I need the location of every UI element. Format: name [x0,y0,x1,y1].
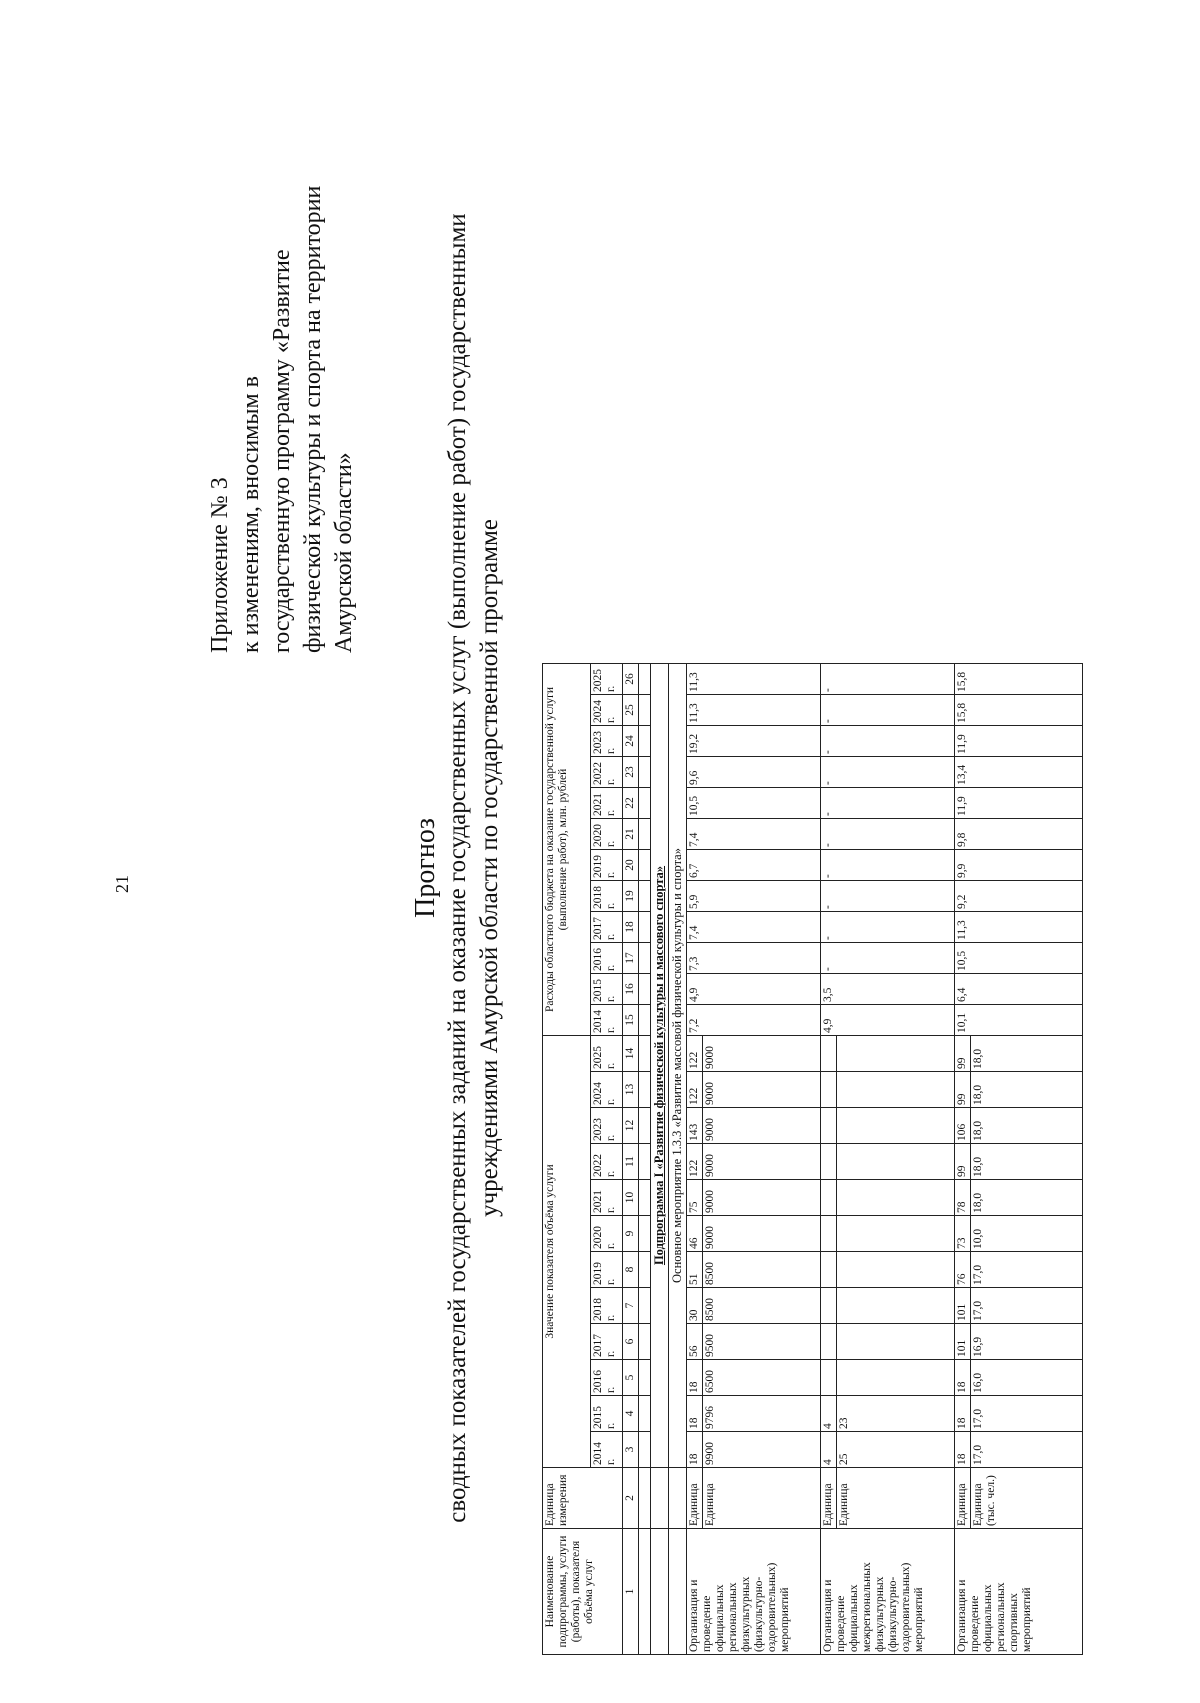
header-unit: Единица измерения [543,1468,623,1529]
empty-cell [639,850,651,881]
header-year: 2021 г. [591,788,623,819]
expense-value: 15,8 [955,695,1083,726]
expense-value: - [821,881,955,912]
volume-value: 99 [955,1144,971,1180]
header-year: 2016 г. [591,943,623,974]
volume-value: 16,0 [971,1360,1083,1396]
volume-value: 17,0 [971,1432,1083,1468]
volume-value: 56 [687,1324,703,1360]
table-row [651,664,669,1655]
column-number: 8 [623,1252,639,1288]
volume-value [837,1288,955,1324]
header-year: 2025 г. [591,1036,623,1072]
header-year: 2014 г. [591,1005,623,1036]
volume-value [837,1252,955,1288]
table-row [543,664,591,1655]
header-year: 2014 г. [591,1432,623,1468]
volume-value: 78 [955,1180,971,1216]
service-name: Организация и проведение официальных региональных физкультурных (физкультурно-оздоровительных) мероприятий [687,1529,821,1655]
volume-value: 51 [687,1252,703,1288]
expense-value: 3,5 [821,974,955,1005]
expense-value: 7,3 [687,943,821,974]
header-year: 2022 г. [591,1144,623,1180]
volume-value [821,1108,837,1144]
expense-value: - [821,819,955,850]
table-row [639,664,651,1655]
column-number: 24 [623,726,639,757]
empty-cell [639,1216,651,1252]
column-number: 16 [623,974,639,1005]
header-year: 2015 г. [591,1396,623,1432]
column-number: 26 [623,664,639,695]
column-number: 23 [623,757,639,788]
empty-cell [639,881,651,912]
volume-value [837,1072,955,1108]
volume-value [837,1144,955,1180]
header-year: 2017 г. [591,1324,623,1360]
expense-value: - [821,850,955,881]
volume-value: 18,0 [971,1144,1083,1180]
volume-value: 9796 [703,1396,821,1432]
header-year: 2019 г. [591,1252,623,1288]
appendix-note [205,33,360,653]
volume-value: 143 [687,1108,703,1144]
unit-cell: Единица [687,1468,703,1529]
header-year: 2023 г. [591,1108,623,1144]
volume-value: 18 [687,1360,703,1396]
empty-cell [639,1432,651,1468]
column-number: 4 [623,1396,639,1432]
empty-cell [639,1252,651,1288]
forecast-table [542,663,1083,1655]
volume-value [821,1324,837,1360]
table-row [821,664,837,1655]
volume-value: 17,0 [971,1288,1083,1324]
volume-value: 18 [955,1396,971,1432]
header-year: 2021 г. [591,1180,623,1216]
column-number: 11 [623,1144,639,1180]
expense-value: - [821,695,955,726]
column-number: 1 [623,1529,639,1655]
section-title: Подпрограмма I «Развитие физической культуры и массового спорта» [651,664,669,1468]
column-number: 3 [623,1432,639,1468]
volume-value: 23 [837,1396,955,1432]
header-year: 2022 г. [591,757,623,788]
volume-value: 25 [837,1432,955,1468]
expense-value: 7,2 [687,1005,821,1036]
empty-cell [639,695,651,726]
empty-cell [639,1288,651,1324]
unit-cell: Единица (тыс. чел.) [971,1468,1083,1529]
volume-value: 76 [955,1252,971,1288]
header-year: 2018 г. [591,881,623,912]
header-year: 2023 г. [591,726,623,757]
volume-value: 122 [687,1072,703,1108]
header-expense-group: Расходы областного бюджета на оказание государственной услуги (выполнение работ), млн. рублей [543,664,591,1036]
expense-value: 9,9 [955,850,1083,881]
volume-value: 9000 [703,1180,821,1216]
expense-value: 15,8 [955,664,1083,695]
volume-value: 9500 [703,1324,821,1360]
volume-value [821,1360,837,1396]
volume-value: 122 [687,1036,703,1072]
empty-cell [639,1072,651,1108]
volume-value: 6500 [703,1360,821,1396]
expense-value: - [821,912,955,943]
expense-value: 9,2 [955,881,1083,912]
title-line: учреждениями Амурской области по государственной программе [476,519,503,1217]
unit-cell: Единица [703,1468,821,1529]
volume-value: 18 [955,1360,971,1396]
expense-value: 7,4 [687,912,821,943]
volume-value [837,1216,955,1252]
volume-value [821,1180,837,1216]
header-year: 2020 г. [591,819,623,850]
expense-value: 11,3 [687,664,821,695]
column-number: 25 [623,695,639,726]
header-volume-group: Значение показателя объёма услуги [543,1036,591,1468]
volume-value: 9000 [703,1216,821,1252]
appendix-line: физической культуры и спорта на территории [300,185,326,653]
expense-value: 11,9 [955,788,1083,819]
volume-value: 18 [687,1432,703,1468]
empty-cell [639,912,651,943]
volume-value: 16,9 [971,1324,1083,1360]
volume-value: 18,0 [971,1108,1083,1144]
volume-value [821,1036,837,1072]
volume-value [837,1180,955,1216]
column-number: 17 [623,943,639,974]
volume-value: 18,0 [971,1072,1083,1108]
empty-cell [639,819,651,850]
header-year: 2024 г. [591,695,623,726]
volume-value [837,1360,955,1396]
document-title [410,113,506,1623]
expense-value: 4,9 [687,974,821,1005]
expense-value: 10,5 [687,788,821,819]
column-number: 12 [623,1108,639,1144]
column-number: 13 [623,1072,639,1108]
volume-value: 8500 [703,1288,821,1324]
header-year: 2020 г. [591,1216,623,1252]
empty-cell [639,1396,651,1432]
expense-value: 10,5 [955,943,1083,974]
column-number: 7 [623,1288,639,1324]
empty-cell [639,1324,651,1360]
empty-cell [651,1468,669,1529]
volume-value [837,1108,955,1144]
expense-value: 6,7 [687,850,821,881]
volume-value: 30 [687,1288,703,1324]
volume-value [821,1144,837,1180]
empty-cell [651,1529,669,1655]
volume-value: 18,0 [971,1036,1083,1072]
volume-value [837,1324,955,1360]
expense-value: 6,4 [955,974,1083,1005]
table-row [955,664,971,1655]
volume-value: 9000 [703,1036,821,1072]
expense-value: - [821,757,955,788]
empty-cell [669,1468,687,1529]
expense-value: 9,8 [955,819,1083,850]
column-number: 2 [623,1468,639,1529]
volume-value: 99 [955,1036,971,1072]
volume-value: 122 [687,1144,703,1180]
empty-cell [639,1529,651,1655]
volume-value: 101 [955,1288,971,1324]
expense-value: - [821,788,955,819]
column-number: 14 [623,1036,639,1072]
empty-cell [639,1005,651,1036]
volume-value [837,1036,955,1072]
expense-value: 7,4 [687,819,821,850]
column-number: 10 [623,1180,639,1216]
expense-value: - [821,664,955,695]
volume-value: 17,0 [971,1252,1083,1288]
empty-cell [639,1468,651,1529]
expense-value: 11,3 [687,695,821,726]
empty-cell [639,726,651,757]
empty-cell [639,943,651,974]
subsection-title: Основное мероприятие 1.3.3 «Развитие массовой физической культуры и спорта» [669,664,687,1468]
unit-cell: Единица [955,1468,971,1529]
appendix-line: государственную программу «Развитие [269,249,295,653]
header-year: 2019 г. [591,850,623,881]
empty-cell [639,1036,651,1072]
expense-value: 4,9 [821,1005,955,1036]
column-number: 19 [623,881,639,912]
expense-value: 10,1 [955,1005,1083,1036]
volume-value: 9000 [703,1072,821,1108]
unit-cell: Единица [821,1468,837,1529]
volume-value [821,1252,837,1288]
column-number: 22 [623,788,639,819]
column-number: 15 [623,1005,639,1036]
empty-cell [639,1180,651,1216]
empty-cell [639,1144,651,1180]
column-number: 9 [623,1216,639,1252]
appendix-line: к изменениям, вносимым в [238,376,264,653]
header-year: 2016 г. [591,1360,623,1396]
volume-value: 18 [955,1432,971,1468]
table-row [687,664,703,1655]
column-number: 21 [623,819,639,850]
volume-value: 46 [687,1216,703,1252]
volume-value: 9900 [703,1432,821,1468]
volume-value: 17,0 [971,1396,1083,1432]
unit-cell: Единица [837,1468,955,1529]
appendix-line: Приложение № 3 [207,477,233,653]
volume-value [821,1072,837,1108]
header-year: 2017 г. [591,912,623,943]
expense-value: - [821,726,955,757]
volume-value: 9000 [703,1108,821,1144]
appendix-line: Амурской области» [331,452,357,653]
column-number: 6 [623,1324,639,1360]
empty-cell [639,1360,651,1396]
column-number: 5 [623,1360,639,1396]
volume-value: 4 [821,1432,837,1468]
header-year: 2024 г. [591,1072,623,1108]
empty-cell [639,974,651,1005]
empty-cell [639,1108,651,1144]
volume-value: 9000 [703,1144,821,1180]
empty-cell [639,757,651,788]
header-year: 2025 г. [591,664,623,695]
title-line: сводных показателей государственных заданий на оказание государственных услуг (выполнение работ) государственными [444,213,471,1523]
empty-cell [639,788,651,819]
expense-value: 5,9 [687,881,821,912]
volume-value: 75 [687,1180,703,1216]
service-name: Организация и проведение официальных межрегиональных физкультурных (физкультурно-оздоровительных) мероприятий [821,1529,955,1655]
empty-cell [669,1529,687,1655]
header-year: 2015 г. [591,974,623,1005]
volume-value [821,1216,837,1252]
volume-value: 4 [821,1396,837,1432]
expense-value: 13,4 [955,757,1083,788]
volume-value: 8500 [703,1252,821,1288]
empty-cell [639,664,651,695]
volume-value: 10,0 [971,1216,1083,1252]
header-name: Наименование подпрограммы, услуги (работы), показателя объёма услуг [543,1529,623,1655]
table-row [669,664,687,1655]
page-number: 21 [112,875,132,893]
title-line: Прогноз [410,818,441,918]
expense-value: 9,6 [687,757,821,788]
volume-value [821,1288,837,1324]
volume-value: 73 [955,1216,971,1252]
volume-value: 106 [955,1108,971,1144]
header-year: 2018 г. [591,1288,623,1324]
expense-value: 11,9 [955,726,1083,757]
column-number: 18 [623,912,639,943]
table-row [623,664,639,1655]
service-name: Организация и проведение официальных региональных спортивных мероприятий [955,1529,1083,1655]
volume-value: 18 [687,1396,703,1432]
expense-value: - [821,943,955,974]
volume-value: 18,0 [971,1180,1083,1216]
volume-value: 99 [955,1072,971,1108]
expense-value: 19,2 [687,726,821,757]
volume-value: 101 [955,1324,971,1360]
column-number: 20 [623,850,639,881]
expense-value: 11,3 [955,912,1083,943]
